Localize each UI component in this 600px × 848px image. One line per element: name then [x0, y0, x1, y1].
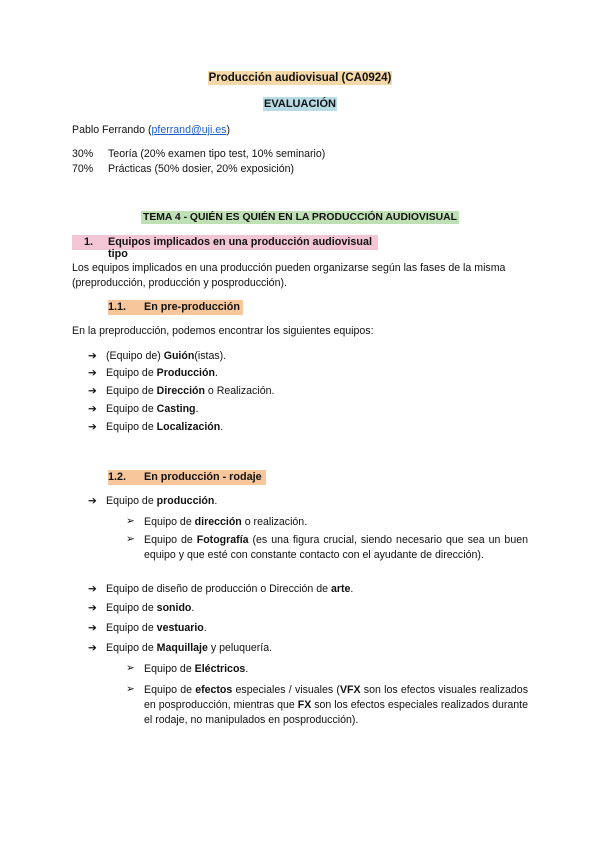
author-close: ) — [226, 124, 230, 136]
arrow-bullet-icon: ➔ — [88, 583, 97, 595]
grading-pct: 70% — [72, 163, 94, 175]
list-item: ➔ Equipo de vestuario. — [88, 622, 207, 634]
list-item: ➔ Equipo de Dirección o Realización. — [88, 385, 275, 397]
tema-title-line — [0, 211, 600, 223]
arrow-bullet-icon: ➔ — [88, 350, 97, 362]
document-page: Producción audiovisual (CA0924) EVALUACIÓN Pablo Ferrando (pferrand@uji.es) 30% Teoría (20% examen tipo test, 10% seminario) 70% Prácticas (50% dosier, 20% exposición) TEMA 4 - QUIÉN ES QUIÉN EN LA PRODUCCIÓN AUDIOVISUAL 1. Equipos implicados en una producción audiovisual tipo Los equipos implicados en una producción pueden organizarse según las fases de la misma (preproducción, producción y posproducción). 1.1. En pre-producción En la preproducción, podemos encontrar los siguientes equipos: ➔ (Equipo de) Guión(istas). ➔ Equipo de Producción. ➔ Equipo de Dirección o Realización. ➔ Equipo de Casting. ➔ Equipo de Localización. 1.2. En producción - rodaje ➔ Equipo de producción. ➢ Equipo de dirección o realización. ➢ Equipo de Fotografía (es una figura crucial, siendo necesario que sea un buen equipo y que esté con constante contacto con el ayudante de dirección). ➔ Equipo de diseño de producción o Dirección de arte. ➔ Equipo de sonido. ➔ Equipo de vestuario. ➔ Equipo de Maquillaje y peluquería. ➢ Equipo de Eléctricos. ➢ Equipo de efectos especiales / visuales (VFX son los efectos visuales realizados en posproducción, mientras que FX son los efectos especiales realizados durante el rodaje, no manipulados en posproducción). — [0, 0, 600, 848]
triangle-bullet-icon: ➢ — [126, 533, 135, 545]
section-11-number: 1.1. — [108, 301, 127, 313]
section-12-title: En producción - rodaje — [144, 471, 262, 483]
arrow-bullet-icon: ➔ — [88, 602, 97, 614]
section-1-intro: Los equipos implicados en una producción pueden organizarse según las fases de la misma (preproducción, producción y posproducción). — [72, 262, 506, 289]
section-1-title: Equipos implicados en una producción audiovisual tipo — [108, 236, 372, 260]
section-12-number: 1.2. — [108, 471, 127, 483]
arrow-bullet-icon: ➔ — [88, 367, 97, 379]
list-item: ➔ Equipo de diseño de producción o Dirección de arte. — [88, 583, 354, 595]
course-title-line — [0, 72, 600, 84]
triangle-bullet-icon: ➢ — [126, 683, 135, 695]
evaluation-title: EVALUACIÓN — [264, 98, 336, 110]
evaluation-title-line — [0, 98, 600, 110]
author-name: Pablo Ferrando ( — [72, 124, 152, 136]
triangle-bullet-icon: ➢ — [126, 662, 135, 674]
grading-desc: Teoría (20% examen tipo test, 10% seminario) — [108, 148, 326, 160]
list-item: ➔ Equipo de Producción. — [88, 367, 218, 379]
list-item: ➔ Equipo de Maquillaje y peluquería. — [88, 642, 273, 654]
arrow-bullet-icon: ➔ — [88, 642, 97, 654]
section-1-number: 1. — [84, 236, 94, 248]
grading-row — [72, 148, 325, 160]
section-11-heading — [108, 300, 243, 315]
author-line — [72, 124, 230, 136]
list-item: ➔ Equipo de Casting. — [88, 403, 199, 415]
arrow-bullet-icon: ➔ — [88, 495, 97, 507]
grading-row — [72, 163, 294, 175]
section-12-heading — [108, 470, 266, 485]
arrow-bullet-icon: ➔ — [88, 403, 97, 415]
section-11-intro: En la preproducción, podemos encontrar los siguientes equipos: — [72, 325, 374, 337]
arrow-bullet-icon: ➔ — [88, 622, 97, 634]
arrow-bullet-icon: ➔ — [88, 421, 97, 433]
tema-title: TEMA 4 - QUIÉN ES QUIÉN EN LA PRODUCCIÓN AUDIOVISUAL — [142, 212, 458, 223]
section-1-heading — [72, 235, 378, 260]
grading-desc: Prácticas (50% dosier, 20% exposición) — [108, 163, 295, 175]
course-title: Producción audiovisual (CA0924) — [208, 72, 392, 84]
list-item: ➔ Equipo de producción. — [88, 495, 218, 507]
arrow-bullet-icon: ➔ — [88, 385, 97, 397]
list-item: ➔ (Equipo de) Guión(istas). — [88, 350, 227, 362]
list-item: ➔ Equipo de Localización. — [88, 421, 224, 433]
triangle-bullet-icon: ➢ — [126, 515, 135, 527]
list-item: ➔ Equipo de sonido. — [88, 602, 195, 614]
grading-pct: 30% — [72, 148, 94, 160]
section-11-title: En pre-producción — [144, 301, 240, 313]
author-email-link[interactable]: pferrand@uji.es — [151, 124, 227, 136]
